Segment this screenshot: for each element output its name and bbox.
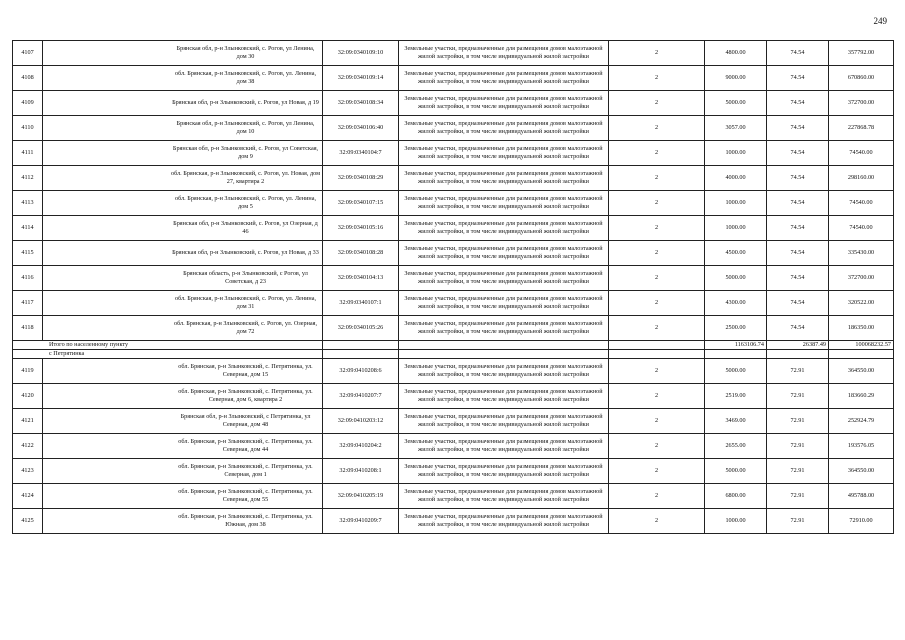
- land-use-cell: Земельные участки, предназначенные для размещения домов малоэтажной жилой застройки, в том числе индивидуальной жилой застройки: [399, 191, 609, 216]
- address-cell: Брянская обл, р-н Злынковский, с Петрятинка, ул Северная, дом 48: [43, 409, 323, 434]
- cadastral-value-cell: 183660.29: [829, 384, 894, 409]
- cadastral-number-cell: 32:09:0340107:15: [323, 191, 399, 216]
- area-cell: 6800.00: [705, 484, 767, 509]
- specific-value-cell: 72.91: [767, 384, 829, 409]
- specific-value-cell: 74.54: [767, 116, 829, 141]
- address-cell: обл. Брянская, р-н Злынковский, с. Петрятинка, ул. Северная, дом 55: [43, 484, 323, 509]
- row-number: 4120: [13, 384, 43, 409]
- land-use-cell: Земельные участки, предназначенные для размещения домов малоэтажной жилой застройки, в том числе индивидуальной жилой застройки: [399, 41, 609, 66]
- row-number: 4115: [13, 241, 43, 266]
- area-cell: 4800.00: [705, 41, 767, 66]
- table-row: [13, 359, 894, 384]
- area-cell: 1000.00: [705, 191, 767, 216]
- address-cell: обл. Брянская, р-н Злынковский, с. Рогов, ул. Озерная, дом 72: [43, 316, 323, 341]
- cadastral-number-cell: 32:09:0340105:16: [323, 216, 399, 241]
- cadastral-number-cell: 32:09:0410208:1: [323, 459, 399, 484]
- specific-value-cell: 74.54: [767, 216, 829, 241]
- row-number: 4113: [13, 191, 43, 216]
- table-row: [13, 191, 894, 216]
- row-number: 4117: [13, 291, 43, 316]
- category-cell: 2: [609, 359, 705, 384]
- area-cell: 4300.00: [705, 291, 767, 316]
- land-use-cell: Земельные участки, предназначенные для размещения домов малоэтажной жилой застройки, в том числе индивидуальной жилой застройки: [399, 359, 609, 384]
- page-number: 249: [873, 16, 887, 26]
- address-cell: обл. Брянская, р-н Злынковский, с. Петрятинка, ул. Северная, дом 1: [43, 459, 323, 484]
- area-cell: 4000.00: [705, 166, 767, 191]
- specific-value-cell: 72.91: [767, 434, 829, 459]
- category-cell: 2: [609, 409, 705, 434]
- cadastral-number-cell: 32:09:0340107:1: [323, 291, 399, 316]
- address-cell: обл. Брянская, р-н Злынковский, с. Петрятинка, ул. Северная, дом 44: [43, 434, 323, 459]
- subtotal-value: 100068232.57: [829, 341, 894, 350]
- cadastral-value-cell: 357792.00: [829, 41, 894, 66]
- cadastral-number-cell: 32:09:0340109:10: [323, 41, 399, 66]
- specific-value-cell: 74.54: [767, 166, 829, 191]
- specific-value-cell: 74.54: [767, 191, 829, 216]
- cadastral-value-cell: 335430.00: [829, 241, 894, 266]
- specific-value-cell: 74.54: [767, 66, 829, 91]
- address-cell: Брянская обл, р-н Злынковский, с. Рогов, ул Новая, д 33: [43, 241, 323, 266]
- table-row: [13, 91, 894, 116]
- table-row: [13, 484, 894, 509]
- category-cell: 2: [609, 41, 705, 66]
- address-cell: Брянская обл, р-н Злынковский, с. Рогов, ул Ленина, дом 10: [43, 116, 323, 141]
- area-cell: 4500.00: [705, 241, 767, 266]
- specific-value-cell: 74.54: [767, 91, 829, 116]
- table-row: [13, 434, 894, 459]
- address-cell: обл. Брянская, р-н Злынковский, с. Петрятинка, ул. Северная, дом 15: [43, 359, 323, 384]
- land-use-cell: Земельные участки, предназначенные для размещения домов малоэтажной жилой застройки, в том числе индивидуальной жилой застройки: [399, 459, 609, 484]
- cadastral-value-cell: 186350.00: [829, 316, 894, 341]
- cadastral-number-cell: 32:09:0340108:28: [323, 241, 399, 266]
- area-cell: 2519.00: [705, 384, 767, 409]
- address-cell: Брянская обл, р-н Злынковский, с. Рогов, ул Ленина, дом 30: [43, 41, 323, 66]
- subtotal-label: Итого по населенному пункту: [13, 341, 323, 350]
- row-number: 4112: [13, 166, 43, 191]
- address-cell: Брянская обл, р-н Злынковский, с. Рогов, ул Советская, дом 9: [43, 141, 323, 166]
- address-cell: Брянская обл, р-н Злынковский, с. Рогов, ул Озерная, д 46: [43, 216, 323, 241]
- row-number: 4122: [13, 434, 43, 459]
- row-number: 4116: [13, 266, 43, 291]
- row-number: 4107: [13, 41, 43, 66]
- cadastral-number-cell: 32:09:0340104:7: [323, 141, 399, 166]
- cadastral-value-cell: 74540.00: [829, 216, 894, 241]
- category-cell: 2: [609, 116, 705, 141]
- row-number: 4118: [13, 316, 43, 341]
- address-cell: обл. Брянская, р-н Злынковский, с. Рогов, ул. Ленина, дом 38: [43, 66, 323, 91]
- table-row: [13, 291, 894, 316]
- subtotal-rate: 26387.49: [767, 341, 829, 350]
- cadastral-value-cell: 298160.00: [829, 166, 894, 191]
- specific-value-cell: 74.54: [767, 41, 829, 66]
- cadastral-value-cell: 372700.00: [829, 91, 894, 116]
- area-cell: 2500.00: [705, 316, 767, 341]
- land-use-cell: Земельные участки, предназначенные для размещения домов малоэтажной жилой застройки, в том числе индивидуальной жилой застройки: [399, 484, 609, 509]
- area-cell: 3469.00: [705, 409, 767, 434]
- category-cell: 2: [609, 509, 705, 534]
- table-body-block-1: [13, 41, 894, 341]
- table-row: [13, 384, 894, 409]
- area-cell: 5000.00: [705, 459, 767, 484]
- row-number: 4119: [13, 359, 43, 384]
- cadastral-number-cell: 32:09:0410205:19: [323, 484, 399, 509]
- land-use-cell: Земельные участки, предназначенные для размещения домов малоэтажной жилой застройки, в том числе индивидуальной жилой застройки: [399, 141, 609, 166]
- table-row: [13, 141, 894, 166]
- category-cell: 2: [609, 291, 705, 316]
- cadastral-number-cell: 32:09:0340106:40: [323, 116, 399, 141]
- category-cell: 2: [609, 91, 705, 116]
- category-cell: 2: [609, 384, 705, 409]
- subtotal-row: [13, 341, 894, 350]
- category-cell: 2: [609, 216, 705, 241]
- land-use-cell: Земельные участки, предназначенные для размещения домов малоэтажной жилой застройки, в том числе индивидуальной жилой застройки: [399, 216, 609, 241]
- address-cell: обл. Брянская, р-н Злынковский, с. Петрятинка, ул. Южная, дом 38: [43, 509, 323, 534]
- cadastral-number-cell: 32:09:0340108:29: [323, 166, 399, 191]
- row-number: 4108: [13, 66, 43, 91]
- category-cell: 2: [609, 141, 705, 166]
- cadastral-value-cell: 670860.00: [829, 66, 894, 91]
- address-cell: обл. Брянская, р-н Злынковский, с. Рогов, ул. Ленина, дом 31: [43, 291, 323, 316]
- row-number: 4121: [13, 409, 43, 434]
- category-cell: 2: [609, 316, 705, 341]
- land-use-cell: Земельные участки, предназначенные для размещения домов малоэтажной жилой застройки, в том числе индивидуальной жилой застройки: [399, 266, 609, 291]
- category-cell: 2: [609, 484, 705, 509]
- area-cell: 5000.00: [705, 266, 767, 291]
- table-row: [13, 166, 894, 191]
- area-cell: 1000.00: [705, 509, 767, 534]
- cadastral-number-cell: 32:09:0340108:34: [323, 91, 399, 116]
- address-cell: Брянская область, р-н Злынковский, с Рогов, ул Советская, д 23: [43, 266, 323, 291]
- table-row: [13, 316, 894, 341]
- cadastral-number-cell: 32:09:0410208:6: [323, 359, 399, 384]
- table-row: [13, 509, 894, 534]
- category-cell: 2: [609, 459, 705, 484]
- area-cell: 1000.00: [705, 141, 767, 166]
- cadastral-number-cell: 32:09:0410209:7: [323, 509, 399, 534]
- land-use-cell: Земельные участки, предназначенные для размещения домов малоэтажной жилой застройки, в том числе индивидуальной жилой застройки: [399, 91, 609, 116]
- specific-value-cell: 72.91: [767, 484, 829, 509]
- table-row: [13, 116, 894, 141]
- subtotal-section: [13, 341, 894, 359]
- cadastral-value-cell: 72910.00: [829, 509, 894, 534]
- table-body-block-2: [13, 359, 894, 534]
- land-use-cell: Земельные участки, предназначенные для размещения домов малоэтажной жилой застройки, в том числе индивидуальной жилой застройки: [399, 316, 609, 341]
- specific-value-cell: 74.54: [767, 266, 829, 291]
- specific-value-cell: 74.54: [767, 241, 829, 266]
- cadastral-number-cell: 32:09:0410204:2: [323, 434, 399, 459]
- land-use-cell: Земельные участки, предназначенные для размещения домов малоэтажной жилой застройки, в том числе индивидуальной жилой застройки: [399, 66, 609, 91]
- specific-value-cell: 74.54: [767, 316, 829, 341]
- cadastral-value-cell: 320522.00: [829, 291, 894, 316]
- table-row: [13, 66, 894, 91]
- land-use-cell: Земельные участки, предназначенные для размещения домов малоэтажной жилой застройки, в том числе индивидуальной жилой застройки: [399, 116, 609, 141]
- address-cell: обл. Брянская, р-н Злынковский, с. Петрятинка, ул. Северная, дом 6, квартира 2: [43, 384, 323, 409]
- row-number: 4109: [13, 91, 43, 116]
- row-number: 4123: [13, 459, 43, 484]
- area-cell: 1000.00: [705, 216, 767, 241]
- row-number: 4125: [13, 509, 43, 534]
- category-cell: 2: [609, 241, 705, 266]
- address-cell: Брянская обл, р-н Злынковский, с. Рогов, ул Новая, д 19: [43, 91, 323, 116]
- land-use-cell: Земельные участки, предназначенные для размещения домов малоэтажной жилой застройки, в том числе индивидуальной жилой застройки: [399, 291, 609, 316]
- area-cell: 9000.00: [705, 66, 767, 91]
- land-use-cell: Земельные участки, предназначенные для размещения домов малоэтажной жилой застройки, в том числе индивидуальной жилой застройки: [399, 509, 609, 534]
- cadastral-number-cell: 32:09:0340104:13: [323, 266, 399, 291]
- area-cell: 5000.00: [705, 91, 767, 116]
- category-cell: 2: [609, 166, 705, 191]
- table-row: [13, 459, 894, 484]
- category-cell: 2: [609, 266, 705, 291]
- cadastral-value-cell: 74540.00: [829, 191, 894, 216]
- cadastral-number-cell: 32:09:0340109:14: [323, 66, 399, 91]
- cadastral-number-cell: 32:09:0340105:26: [323, 316, 399, 341]
- specific-value-cell: 74.54: [767, 291, 829, 316]
- category-cell: 2: [609, 434, 705, 459]
- specific-value-cell: 72.91: [767, 459, 829, 484]
- row-number: 4110: [13, 116, 43, 141]
- row-number: 4124: [13, 484, 43, 509]
- cadastral-value-cell: 364550.00: [829, 459, 894, 484]
- land-use-cell: Земельные участки, предназначенные для размещения домов малоэтажной жилой застройки, в том числе индивидуальной жилой застройки: [399, 384, 609, 409]
- area-cell: 5000.00: [705, 359, 767, 384]
- address-cell: обл. Брянская, р-н Злынковский, с. Рогов, ул. Новая, дом 27, квартира 2: [43, 166, 323, 191]
- table-row: [13, 241, 894, 266]
- land-use-cell: Земельные участки, предназначенные для размещения домов малоэтажной жилой застройки, в том числе индивидуальной жилой застройки: [399, 241, 609, 266]
- specific-value-cell: 72.91: [767, 509, 829, 534]
- row-number: 4111: [13, 141, 43, 166]
- table-row: [13, 216, 894, 241]
- cadastral-number-cell: 32:09:0410207:7: [323, 384, 399, 409]
- address-cell: обл. Брянская, р-н Злынковский, с. Рогов, ул. Ленина, дом 5: [43, 191, 323, 216]
- table-row: [13, 41, 894, 66]
- subtotal-area: 1163106.74: [705, 341, 767, 350]
- specific-value-cell: 74.54: [767, 141, 829, 166]
- locality-row: [13, 350, 894, 359]
- cadastral-value-cell: 495788.00: [829, 484, 894, 509]
- table-row: [13, 266, 894, 291]
- cadastral-value-cell: 227868.78: [829, 116, 894, 141]
- cadastral-value-table: [12, 40, 894, 534]
- cadastral-value-cell: 74540.00: [829, 141, 894, 166]
- category-cell: 2: [609, 66, 705, 91]
- category-cell: 2: [609, 191, 705, 216]
- cadastral-value-cell: 372700.00: [829, 266, 894, 291]
- specific-value-cell: 72.91: [767, 409, 829, 434]
- land-use-cell: Земельные участки, предназначенные для размещения домов малоэтажной жилой застройки, в том числе индивидуальной жилой застройки: [399, 409, 609, 434]
- locality-name: с Петрятинка: [13, 350, 323, 359]
- specific-value-cell: 72.91: [767, 359, 829, 384]
- cadastral-value-cell: 193576.05: [829, 434, 894, 459]
- row-number: 4114: [13, 216, 43, 241]
- area-cell: 2655.00: [705, 434, 767, 459]
- land-use-cell: Земельные участки, предназначенные для размещения домов малоэтажной жилой застройки, в том числе индивидуальной жилой застройки: [399, 166, 609, 191]
- table-row: [13, 409, 894, 434]
- area-cell: 3057.00: [705, 116, 767, 141]
- cadastral-number-cell: 32:09:0410203:12: [323, 409, 399, 434]
- cadastral-value-cell: 252924.79: [829, 409, 894, 434]
- land-use-cell: Земельные участки, предназначенные для размещения домов малоэтажной жилой застройки, в том числе индивидуальной жилой застройки: [399, 434, 609, 459]
- cadastral-value-cell: 364550.00: [829, 359, 894, 384]
